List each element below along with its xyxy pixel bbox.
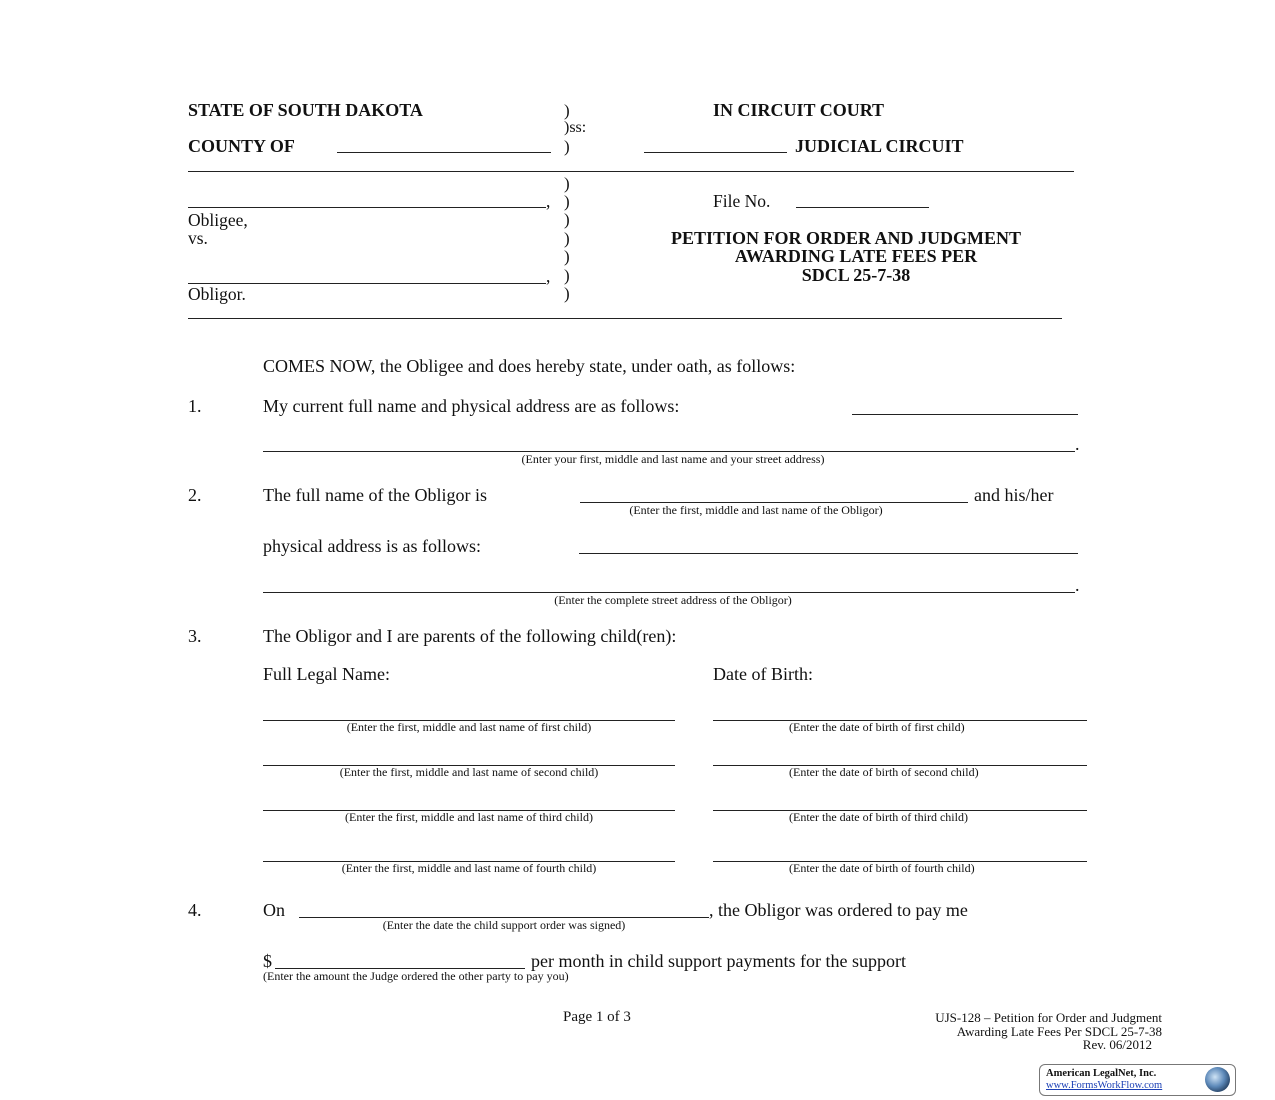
child-3-name-input[interactable] — [263, 792, 675, 811]
obligor-label: Obligor. — [188, 284, 246, 304]
ss-label: )ss: — [564, 119, 587, 136]
support-order-date-input[interactable] — [299, 899, 709, 918]
column-header-dob: Date of Birth: — [713, 664, 813, 684]
dollar-sign: $ — [263, 951, 272, 971]
child-2-dob-hint: (Enter the date of birth of second child) — [789, 765, 979, 779]
comma: , — [546, 191, 551, 211]
form-revision: Rev. 06/2012 — [1082, 1037, 1152, 1052]
file-no-label: File No. — [713, 191, 771, 211]
county-label: COUNTY OF — [188, 136, 295, 156]
child-2-dob-input[interactable] — [713, 747, 1087, 766]
item-3-number: 3. — [188, 626, 202, 646]
item-2-text-after: and his/her — [974, 485, 1054, 505]
child-3-dob-input[interactable] — [713, 792, 1087, 811]
obligee-name-address-input-1[interactable] — [852, 396, 1078, 415]
item-4-number: 4. — [188, 900, 202, 920]
child-2-name-hint: (Enter the first, middle and last name of second child) — [339, 765, 599, 779]
caption-paren: ) — [564, 137, 570, 156]
court-label: IN CIRCUIT COURT — [713, 100, 885, 120]
globe-icon — [1205, 1067, 1230, 1092]
child-4-name-hint: (Enter the first, middle and last name of fourth child) — [341, 861, 597, 875]
item-2-address-text: physical address is as follows: — [263, 536, 481, 556]
child-3-dob-hint: (Enter the date of birth of third child) — [789, 810, 968, 824]
support-order-date-hint: (Enter the date the child support order was signed) — [382, 918, 626, 932]
obligor-address-input-1[interactable] — [579, 535, 1078, 554]
item-4-text: , the Obligor was ordered to pay me — [709, 900, 968, 920]
support-amount-input[interactable] — [275, 950, 525, 969]
child-1-dob-hint: (Enter the date of birth of first child) — [789, 720, 965, 734]
item-1-text: My current full name and physical address are as follows: — [263, 396, 680, 416]
caption-divider-bottom — [188, 318, 1062, 319]
caption-paren: ) — [564, 284, 570, 303]
item-3-text: The Obligor and I are parents of the following child(ren): — [263, 626, 677, 646]
vendor-link[interactable]: www.FormsWorkFlow.com — [1046, 1080, 1163, 1091]
obligor-name-input[interactable] — [188, 265, 546, 284]
caption-paren: ) — [564, 266, 570, 285]
vs-label: vs. — [188, 228, 208, 248]
child-1-name-input[interactable] — [263, 702, 675, 721]
circuit-number-input[interactable] — [644, 134, 787, 153]
child-4-dob-input[interactable] — [713, 843, 1087, 862]
child-1-name-hint: (Enter the first, middle and last name of first child) — [346, 720, 592, 734]
item-2-text: The full name of the Obligor is — [263, 485, 487, 505]
caption-paren: ) — [564, 247, 570, 266]
obligee-name-address-input-2[interactable] — [263, 433, 1075, 452]
item-2-number: 2. — [188, 485, 202, 505]
obligor-address-input-2[interactable] — [263, 574, 1075, 593]
caption-paren: ) — [564, 210, 570, 229]
obligee-label: Obligee, — [188, 210, 248, 230]
obligee-name-input[interactable] — [188, 189, 546, 208]
intro-text: COMES NOW, the Obligee and does hereby state, under oath, as follows: — [263, 356, 796, 376]
caption-paren: ) — [564, 174, 570, 193]
support-amount-hint: (Enter the amount the Judge ordered the other party to pay you) — [263, 969, 569, 983]
state-label: STATE OF SOUTH DAKOTA — [188, 100, 423, 120]
file-no-input[interactable] — [796, 189, 929, 208]
child-1-dob-input[interactable] — [713, 702, 1087, 721]
vendor-logo — [1039, 1064, 1236, 1096]
vendor-name: American LegalNet, Inc. — [1046, 1068, 1157, 1079]
item-1-number: 1. — [188, 396, 202, 416]
child-3-name-hint: (Enter the first, middle and last name of third child) — [345, 810, 593, 824]
comma: , — [546, 266, 551, 286]
column-header-name: Full Legal Name: — [263, 664, 390, 684]
obligor-full-name-input[interactable] — [580, 484, 968, 503]
child-4-name-input[interactable] — [263, 843, 675, 862]
child-2-name-input[interactable] — [263, 747, 675, 766]
county-input[interactable] — [337, 134, 551, 153]
period: . — [1075, 575, 1080, 595]
page-indicator: Page 1 of 3 — [563, 1009, 631, 1025]
form-id-line-2: Awarding Late Fees Per SDCL 25-7-38 — [956, 1024, 1162, 1039]
obligor-name-hint: (Enter the first, middle and last name of the Obligor) — [629, 503, 883, 517]
caption-paren: ) — [564, 101, 570, 120]
title-line-2: AWARDING LATE FEES PER — [734, 246, 978, 266]
caption-paren: ) — [564, 229, 570, 248]
obligor-address-hint: (Enter the complete street address of the Obligor) — [554, 593, 792, 607]
item-4-amount-text: per month in child support payments for the support — [531, 951, 906, 971]
title-line-1: PETITION FOR ORDER AND JUDGMENT — [670, 228, 1022, 248]
item-1-hint: (Enter your first, middle and last name and your street address) — [521, 452, 825, 466]
item-4-on: On — [263, 900, 285, 920]
form-id-line-1: UJS-128 – Petition for Order and Judgment — [935, 1010, 1162, 1025]
child-4-dob-hint: (Enter the date of birth of fourth child) — [789, 861, 975, 875]
caption-paren: ) — [564, 192, 570, 211]
caption-divider-top — [188, 171, 1074, 172]
judicial-circuit-label: JUDICIAL CIRCUIT — [795, 136, 964, 156]
title-line-3: SDCL 25-7-38 — [801, 265, 911, 285]
period: . — [1075, 434, 1080, 454]
